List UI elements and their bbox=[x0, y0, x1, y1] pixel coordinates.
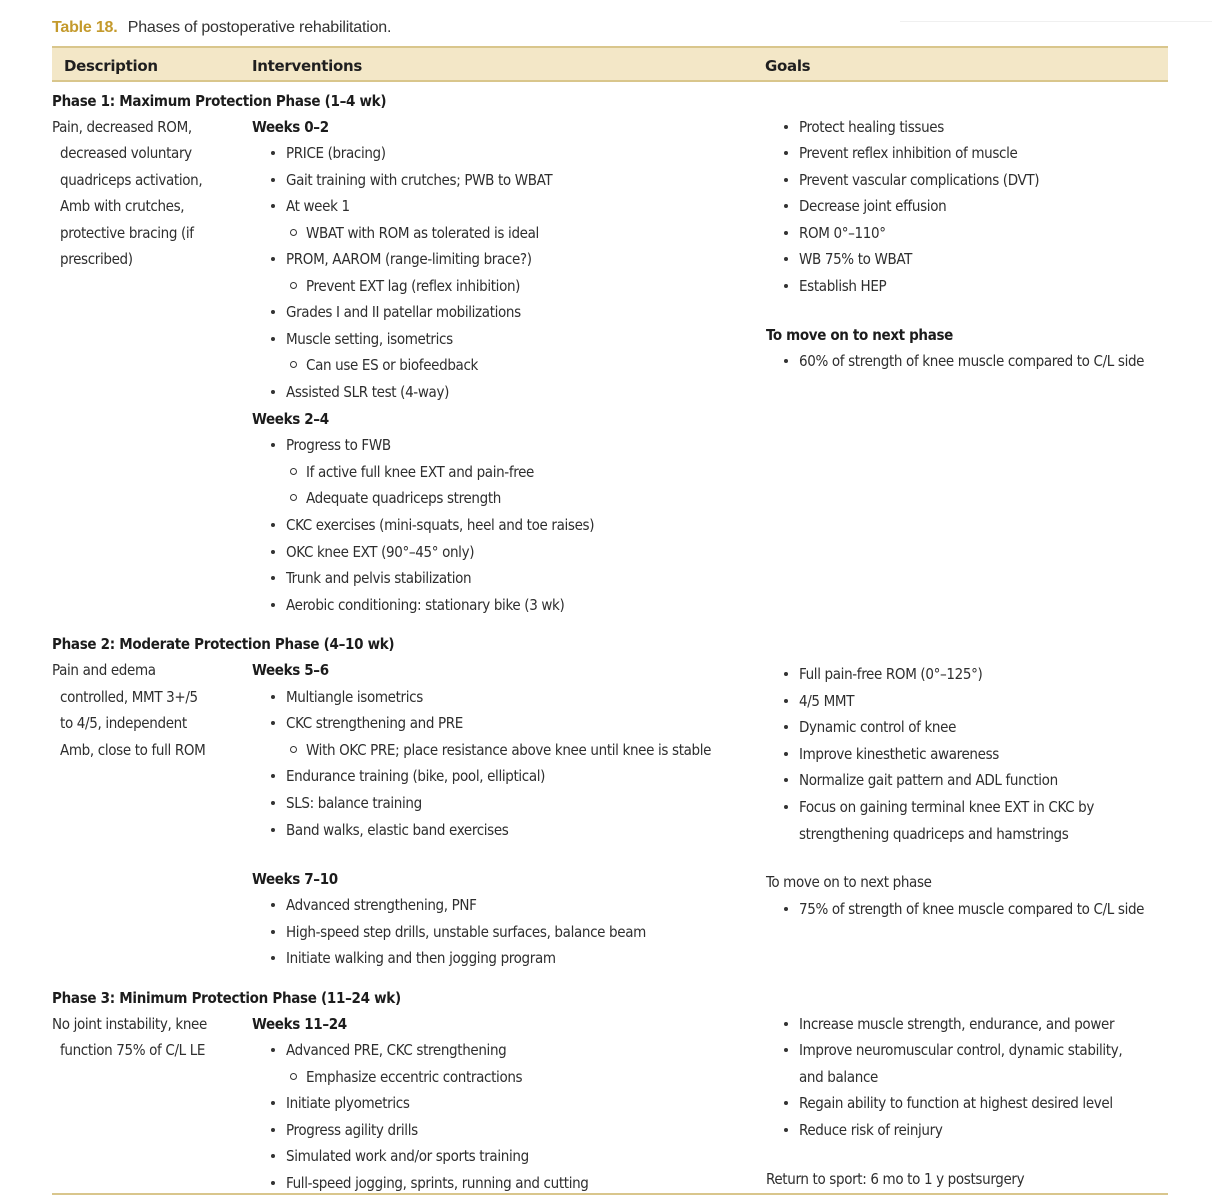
intervention-item: Advanced PRE, CKC strengthening bbox=[286, 1037, 506, 1063]
goal-item: Decrease joint effusion bbox=[799, 193, 946, 219]
description-line: controlled, MMT 3+/5 bbox=[60, 688, 198, 706]
intervention-item: Grades I and II patellar mobilizations bbox=[286, 299, 521, 325]
intervention-item: PRICE (bracing) bbox=[286, 140, 386, 166]
goal-item: Protect healing tissues bbox=[799, 114, 944, 140]
goal-item: Improve neuromuscular control, dynamic stability, bbox=[799, 1037, 1122, 1063]
next-phase-heading: To move on to next phase bbox=[766, 873, 932, 891]
header-interventions: Interventions bbox=[252, 57, 362, 75]
table-label: Table 18. bbox=[52, 19, 118, 36]
intervention-item: Band walks, elastic band exercises bbox=[286, 817, 508, 843]
weeks-heading: Weeks 2–4 bbox=[252, 410, 329, 428]
description-line: function 75% of C/L LE bbox=[60, 1041, 206, 1059]
description-line: prescribed) bbox=[60, 250, 133, 268]
description-line: to 4/5, independent bbox=[60, 714, 187, 732]
goal-item: Regain ability to function at highest desired level bbox=[799, 1090, 1113, 1116]
intervention-subitem: Prevent EXT lag (reflex inhibition) bbox=[306, 273, 520, 299]
goal-item: Focus on gaining terminal knee EXT in CKC by bbox=[799, 794, 1094, 820]
intervention-item: Progress to FWB bbox=[286, 432, 391, 458]
goal-item: WB 75% to WBAT bbox=[799, 246, 912, 272]
intervention-item: Initiate plyometrics bbox=[286, 1090, 410, 1116]
intervention-item: Assisted SLR test (4-way) bbox=[286, 379, 449, 405]
description-line: quadriceps activation, bbox=[60, 171, 203, 189]
goal-item: Reduce risk of reinjury bbox=[799, 1117, 942, 1143]
intervention-item: Full-speed jogging, sprints, running and cutting bbox=[286, 1170, 589, 1196]
intervention-item: Initiate walking and then jogging program bbox=[286, 945, 556, 971]
description-line: Pain, decreased ROM, bbox=[52, 118, 192, 136]
intervention-item: CKC strengthening and PRE bbox=[286, 710, 463, 736]
intervention-item: High-speed step drills, unstable surfaces, balance beam bbox=[286, 919, 646, 945]
intervention-item: Endurance training (bike, pool, elliptical) bbox=[286, 763, 545, 789]
intervention-item: Progress agility drills bbox=[286, 1117, 418, 1143]
description-line: decreased voluntary bbox=[60, 144, 192, 162]
return-to-sport: Return to sport: 6 mo to 1 y postsurgery bbox=[766, 1170, 1025, 1188]
phase-title: Phase 1: Maximum Protection Phase (1–4 wk) bbox=[52, 92, 387, 110]
table-title: Phases of postoperative rehabilitation. bbox=[127, 19, 392, 36]
goal-item: Dynamic control of knee bbox=[799, 714, 956, 740]
goal-item: Prevent vascular complications (DVT) bbox=[799, 167, 1039, 193]
goal-item: Full pain-free ROM (0°–125°) bbox=[799, 661, 982, 687]
intervention-item: Gait training with crutches; PWB to WBAT bbox=[286, 167, 552, 193]
intervention-subitem: Adequate quadriceps strength bbox=[306, 485, 501, 511]
intervention-item: Multiangle isometrics bbox=[286, 684, 423, 710]
intervention-item: OKC knee EXT (90°–45° only) bbox=[286, 539, 474, 565]
table-caption bbox=[52, 19, 391, 37]
intervention-subitem: If active full knee EXT and pain-free bbox=[306, 459, 534, 485]
description-line: Amb, close to full ROM bbox=[60, 741, 206, 759]
description-line: No joint instability, knee bbox=[52, 1015, 207, 1033]
intervention-item: Advanced strengthening, PNF bbox=[286, 892, 477, 918]
description-line: Amb with crutches, bbox=[60, 197, 185, 215]
weeks-heading: Weeks 7–10 bbox=[252, 870, 338, 888]
header-goals: Goals bbox=[765, 57, 811, 75]
intervention-item: At week 1 bbox=[286, 193, 350, 219]
goal-item: Improve kinesthetic awareness bbox=[799, 741, 999, 767]
phase-title: Phase 2: Moderate Protection Phase (4–10 wk) bbox=[52, 635, 395, 653]
table-bottom-rule bbox=[52, 1193, 1168, 1195]
next-phase-heading: To move on to next phase bbox=[766, 326, 953, 344]
header-description: Description bbox=[64, 57, 158, 75]
intervention-subitem: Emphasize eccentric contractions bbox=[306, 1064, 522, 1090]
weeks-heading: Weeks 11–24 bbox=[252, 1015, 347, 1033]
goal-item: ROM 0°–110° bbox=[799, 220, 886, 246]
next-phase-criterion: 60% of strength of knee muscle compared to C/L side bbox=[799, 348, 1144, 374]
table-header bbox=[52, 46, 1168, 82]
phase-title: Phase 3: Minimum Protection Phase (11–24 wk) bbox=[52, 989, 401, 1007]
next-phase-criterion: 75% of strength of knee muscle compared to C/L side bbox=[799, 896, 1144, 922]
intervention-item: PROM, AAROM (range-limiting brace?) bbox=[286, 246, 532, 272]
goal-item-continued: strengthening quadriceps and hamstrings bbox=[799, 825, 1069, 843]
intervention-item: Muscle setting, isometrics bbox=[286, 326, 453, 352]
intervention-item: Aerobic conditioning: stationary bike (3 wk) bbox=[286, 592, 564, 618]
intervention-item: Simulated work and/or sports training bbox=[286, 1143, 529, 1169]
goal-item: Normalize gait pattern and ADL function bbox=[799, 767, 1058, 793]
goal-item: 4/5 MMT bbox=[799, 688, 854, 714]
goal-item-continued: and balance bbox=[799, 1068, 878, 1086]
top-divider bbox=[900, 21, 1212, 22]
goal-item: Prevent reflex inhibition of muscle bbox=[799, 140, 1017, 166]
intervention-item: SLS: balance training bbox=[286, 790, 422, 816]
weeks-heading: Weeks 0–2 bbox=[252, 118, 329, 136]
goal-item: Establish HEP bbox=[799, 273, 886, 299]
intervention-subitem: Can use ES or biofeedback bbox=[306, 352, 478, 378]
intervention-subitem: With OKC PRE; place resistance above knee until knee is stable bbox=[306, 737, 711, 763]
weeks-heading: Weeks 5–6 bbox=[252, 661, 329, 679]
intervention-subitem: WBAT with ROM as tolerated is ideal bbox=[306, 220, 539, 246]
intervention-item: CKC exercises (mini-squats, heel and toe raises) bbox=[286, 512, 594, 538]
description-line: protective bracing (if bbox=[60, 224, 194, 242]
description-line: Pain and edema bbox=[52, 661, 156, 679]
intervention-item: Trunk and pelvis stabilization bbox=[286, 565, 471, 591]
goal-item: Increase muscle strength, endurance, and power bbox=[799, 1011, 1114, 1037]
